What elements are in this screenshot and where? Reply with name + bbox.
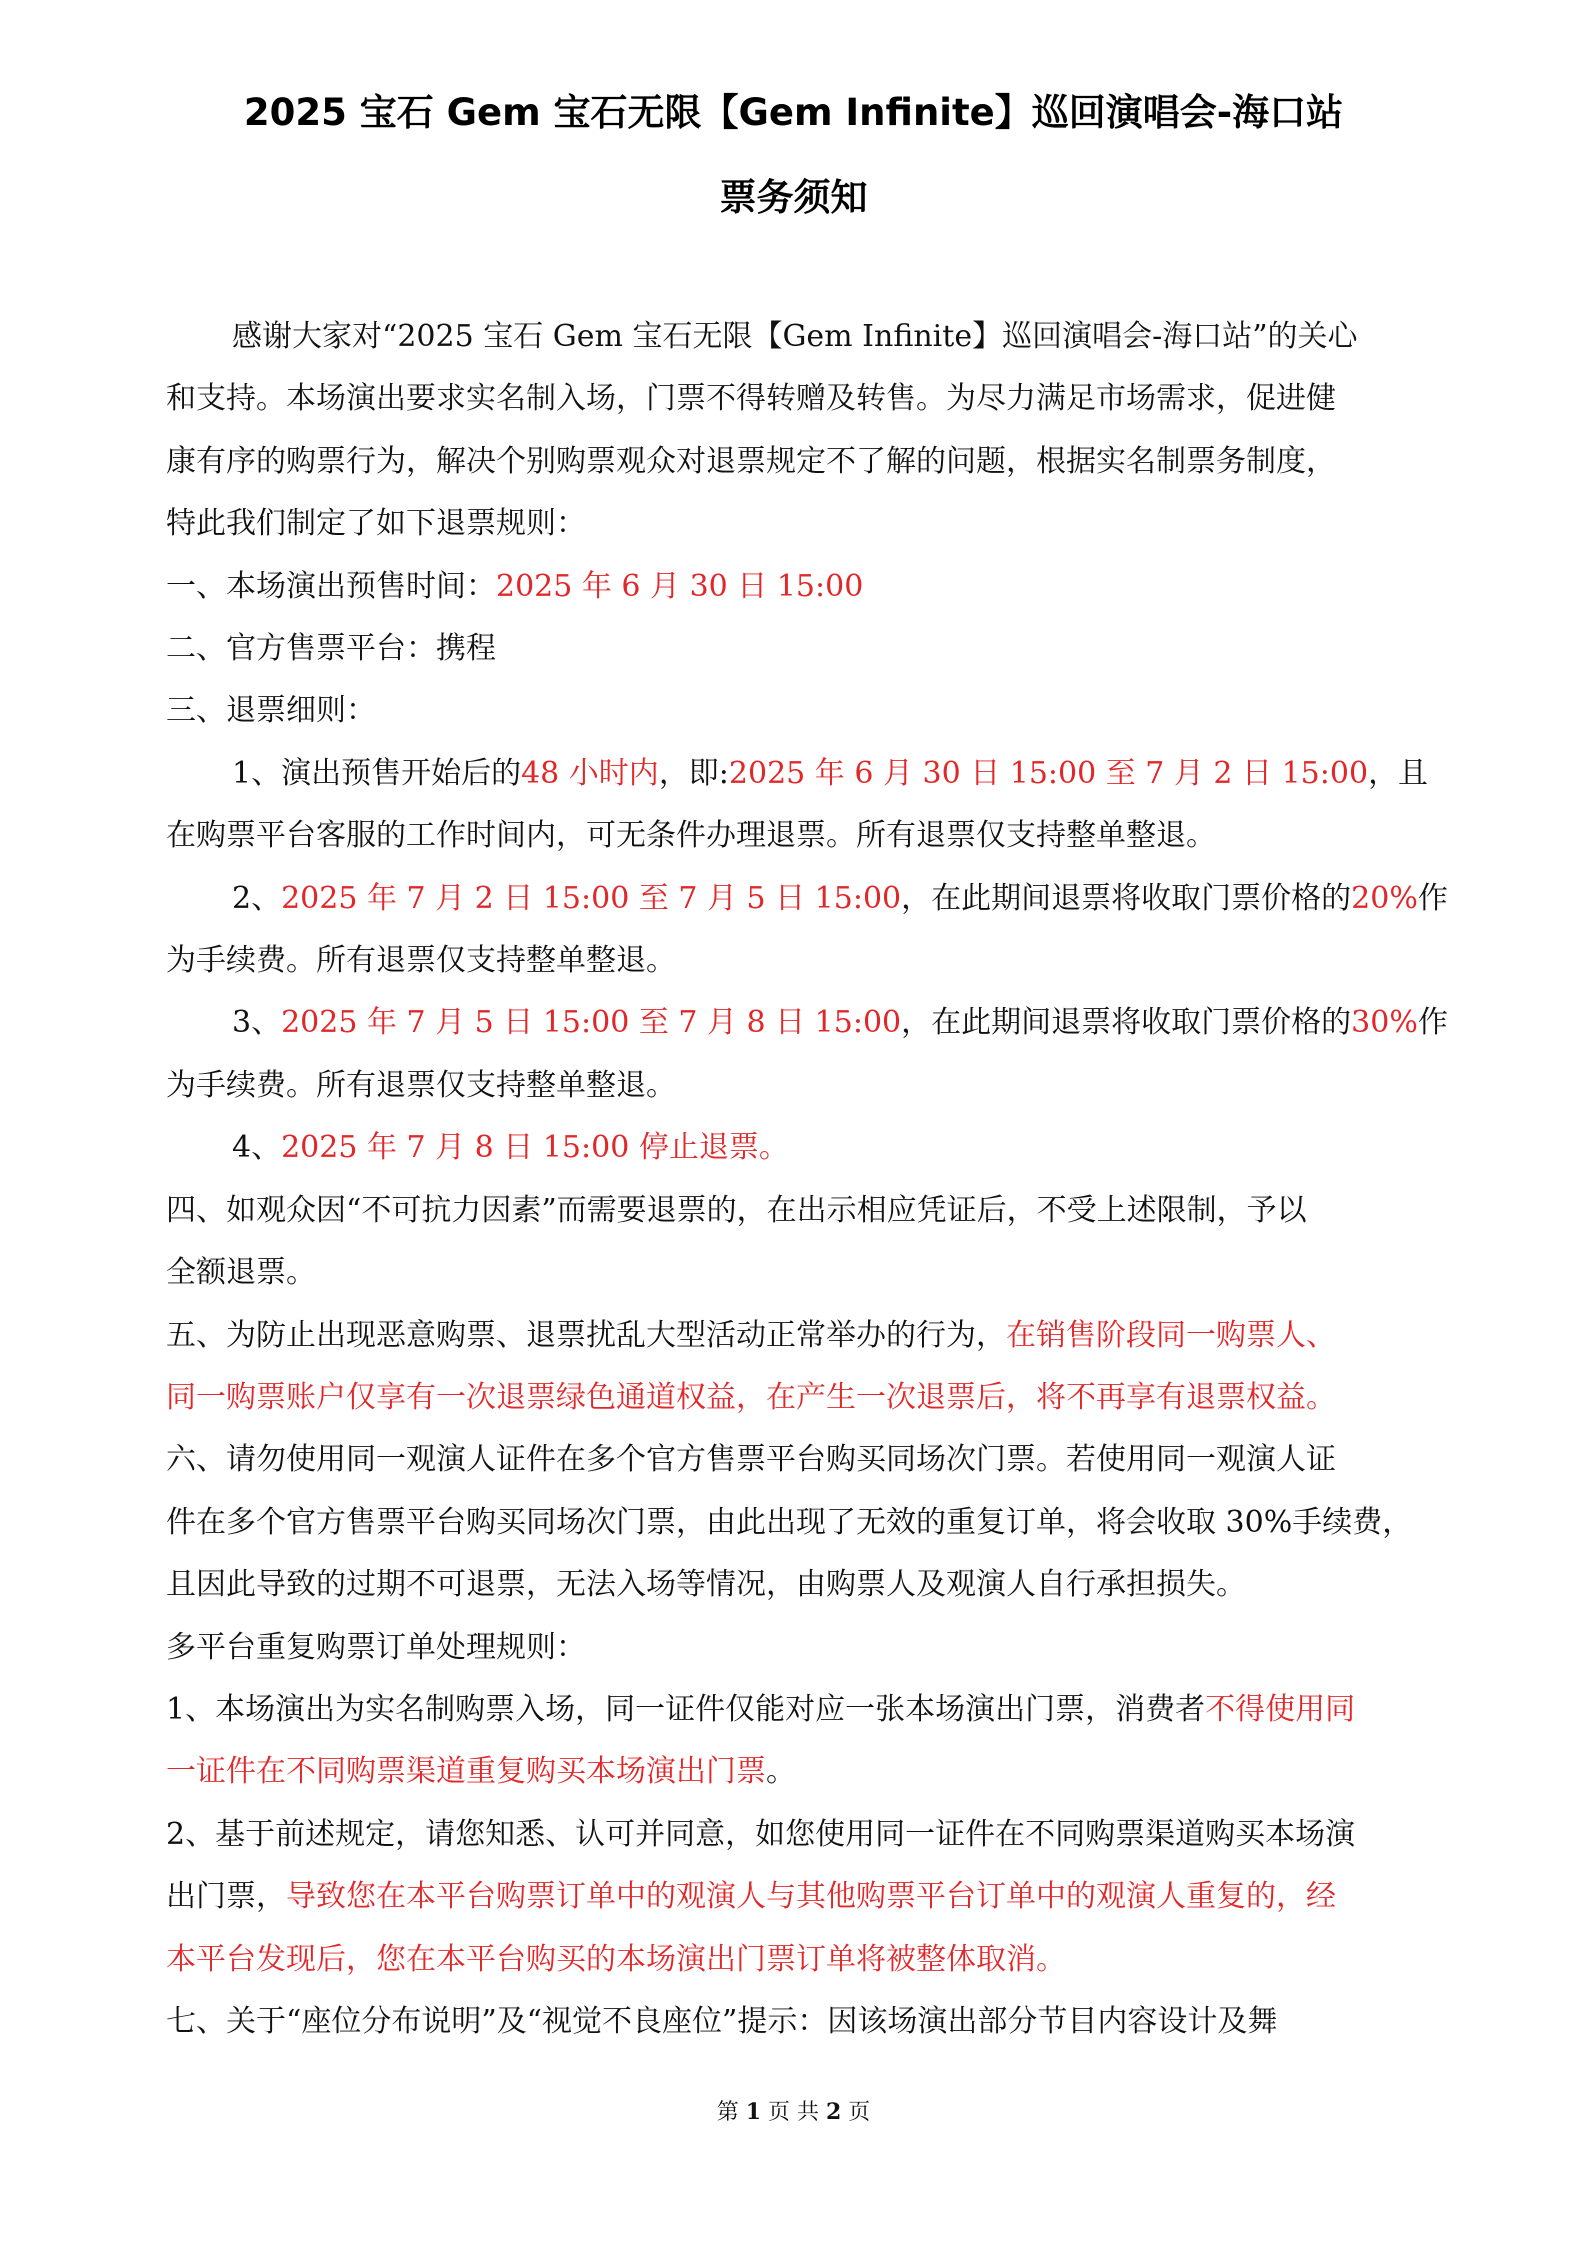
duplicate-id-item-cont: 件在多个官方售票平台购买同场次门票，由此出现了无效的重复订单，将会收取 30%手续费， [166, 1504, 1413, 1540]
intro-line: 康有序的购票行为，解决个别购票观众对退票规定不了解的问题，根据实名制票务制度， [166, 443, 1336, 479]
refund-rules-heading: 三、退票细则： [166, 693, 376, 729]
multi-platform-heading: 多平台重复购票订单处理规则： [166, 1629, 586, 1665]
duplicate-id-item: 六、请勿使用同一观演人证件在多个官方售票平台购买同场次门票。若使用同一观演人证 [166, 1442, 1336, 1478]
multi-platform-rule-1-cont: 一证件在不同购票渠道重复购买本场演出门票。 [166, 1754, 796, 1790]
document-body [166, 306, 1448, 2053]
multi-platform-rule-2-cont: 本平台发现后，您在本平台购买的本场演出门票订单将被整体取消。 [166, 1941, 1066, 1977]
duplicate-id-item-cont: 且因此导致的过期不可退票，无法入场等情况，由购票人及观演人自行承担损失。 [166, 1567, 1246, 1603]
refund-rule-2: 2、2025 年 7 月 2 日 15:00 至 7 月 5 日 15:00，在此期间退票将收取门票价格的20%作 [232, 880, 1448, 916]
document-subtitle: 票务须知 [719, 176, 868, 219]
refund-rule-4: 4、2025 年 7 月 8 日 15:00 停止退票。 [232, 1130, 789, 1166]
refund-rule-3-cont: 为手续费。所有退票仅支持整单整退。 [166, 1067, 676, 1103]
refund-rule-1-cont: 在购票平台客服的工作时间内，可无条件办理退票。所有退票仅支持整单整退。 [166, 818, 1216, 854]
force-majeure-item: 四、如观众因“不可抗力因素”而需要退票的，在出示相应凭证后，不受上述限制，予以 [166, 1192, 1307, 1228]
refund-rule-2-cont: 为手续费。所有退票仅支持整单整退。 [166, 943, 676, 979]
document-title: 2025 宝石 Gem 宝石无限【Gem Infinite】巡回演唱会-海口站 [243, 91, 1344, 134]
presale-time-value: 2025 年 6 月 30 日 15:00 [496, 568, 864, 604]
intro-line: 和支持。本场演出要求实名制入场，门票不得转赠及转售。为尽力满足市场需求，促进健 [166, 381, 1336, 417]
multi-platform-rule-2: 2、基于前述规定，请您知悉、认可并同意，如您使用同一证件在不同购票渠道购买本场演 [166, 1816, 1356, 1852]
current-page-number: 1 [745, 2099, 761, 2125]
intro-line: 特此我们制定了如下退票规则： [166, 506, 586, 542]
multi-platform-rule-2-cont: 出门票，导致您在本平台购票订单中的观演人与其他购票平台订单中的观演人重复的，经 [166, 1879, 1336, 1915]
seating-note-item: 七、关于“座位分布说明”及“视觉不良座位”提示：因该场演出部分节目内容设计及舞 [166, 2003, 1278, 2039]
multi-platform-rule-1: 1、本场演出为实名制购票入场，同一证件仅能对应一张本场演出门票，消费者不得使用同 [166, 1691, 1356, 1727]
page-footer: 第 1 页 共 2 页 [716, 2099, 871, 2125]
intro-line: 感谢大家对“2025 宝石 Gem 宝石无限【Gem Infinite】巡回演唱会-海口站”的关心 [232, 319, 1358, 354]
presale-time-item [166, 556, 1436, 618]
force-majeure-item-cont: 全额退票。 [166, 1255, 316, 1291]
refund-rule-3: 3、2025 年 7 月 5 日 15:00 至 7 月 8 日 15:00，在此期间退票将收取门票价格的30%作 [232, 1005, 1448, 1041]
malicious-purchase-item-cont: 同一购票账户仅享有一次退票绿色通道权益，在产生一次退票后，将不再享有退票权益。 [166, 1379, 1336, 1415]
total-page-count: 2 [825, 2099, 842, 2125]
platform-item: 二、官方售票平台：携程 [166, 631, 496, 667]
malicious-purchase-item: 五、为防止出现恶意购票、退票扰乱大型活动正常举办的行为，在销售阶段同一购票人、 [166, 1317, 1336, 1353]
refund-rule-1: 1、演出预售开始后的48 小时内，即:2025 年 6 月 30 日 15:00 至 7 月 2 日 15:00，且 [232, 755, 1429, 791]
presale-label: 一、本场演出预售时间： [166, 568, 496, 604]
